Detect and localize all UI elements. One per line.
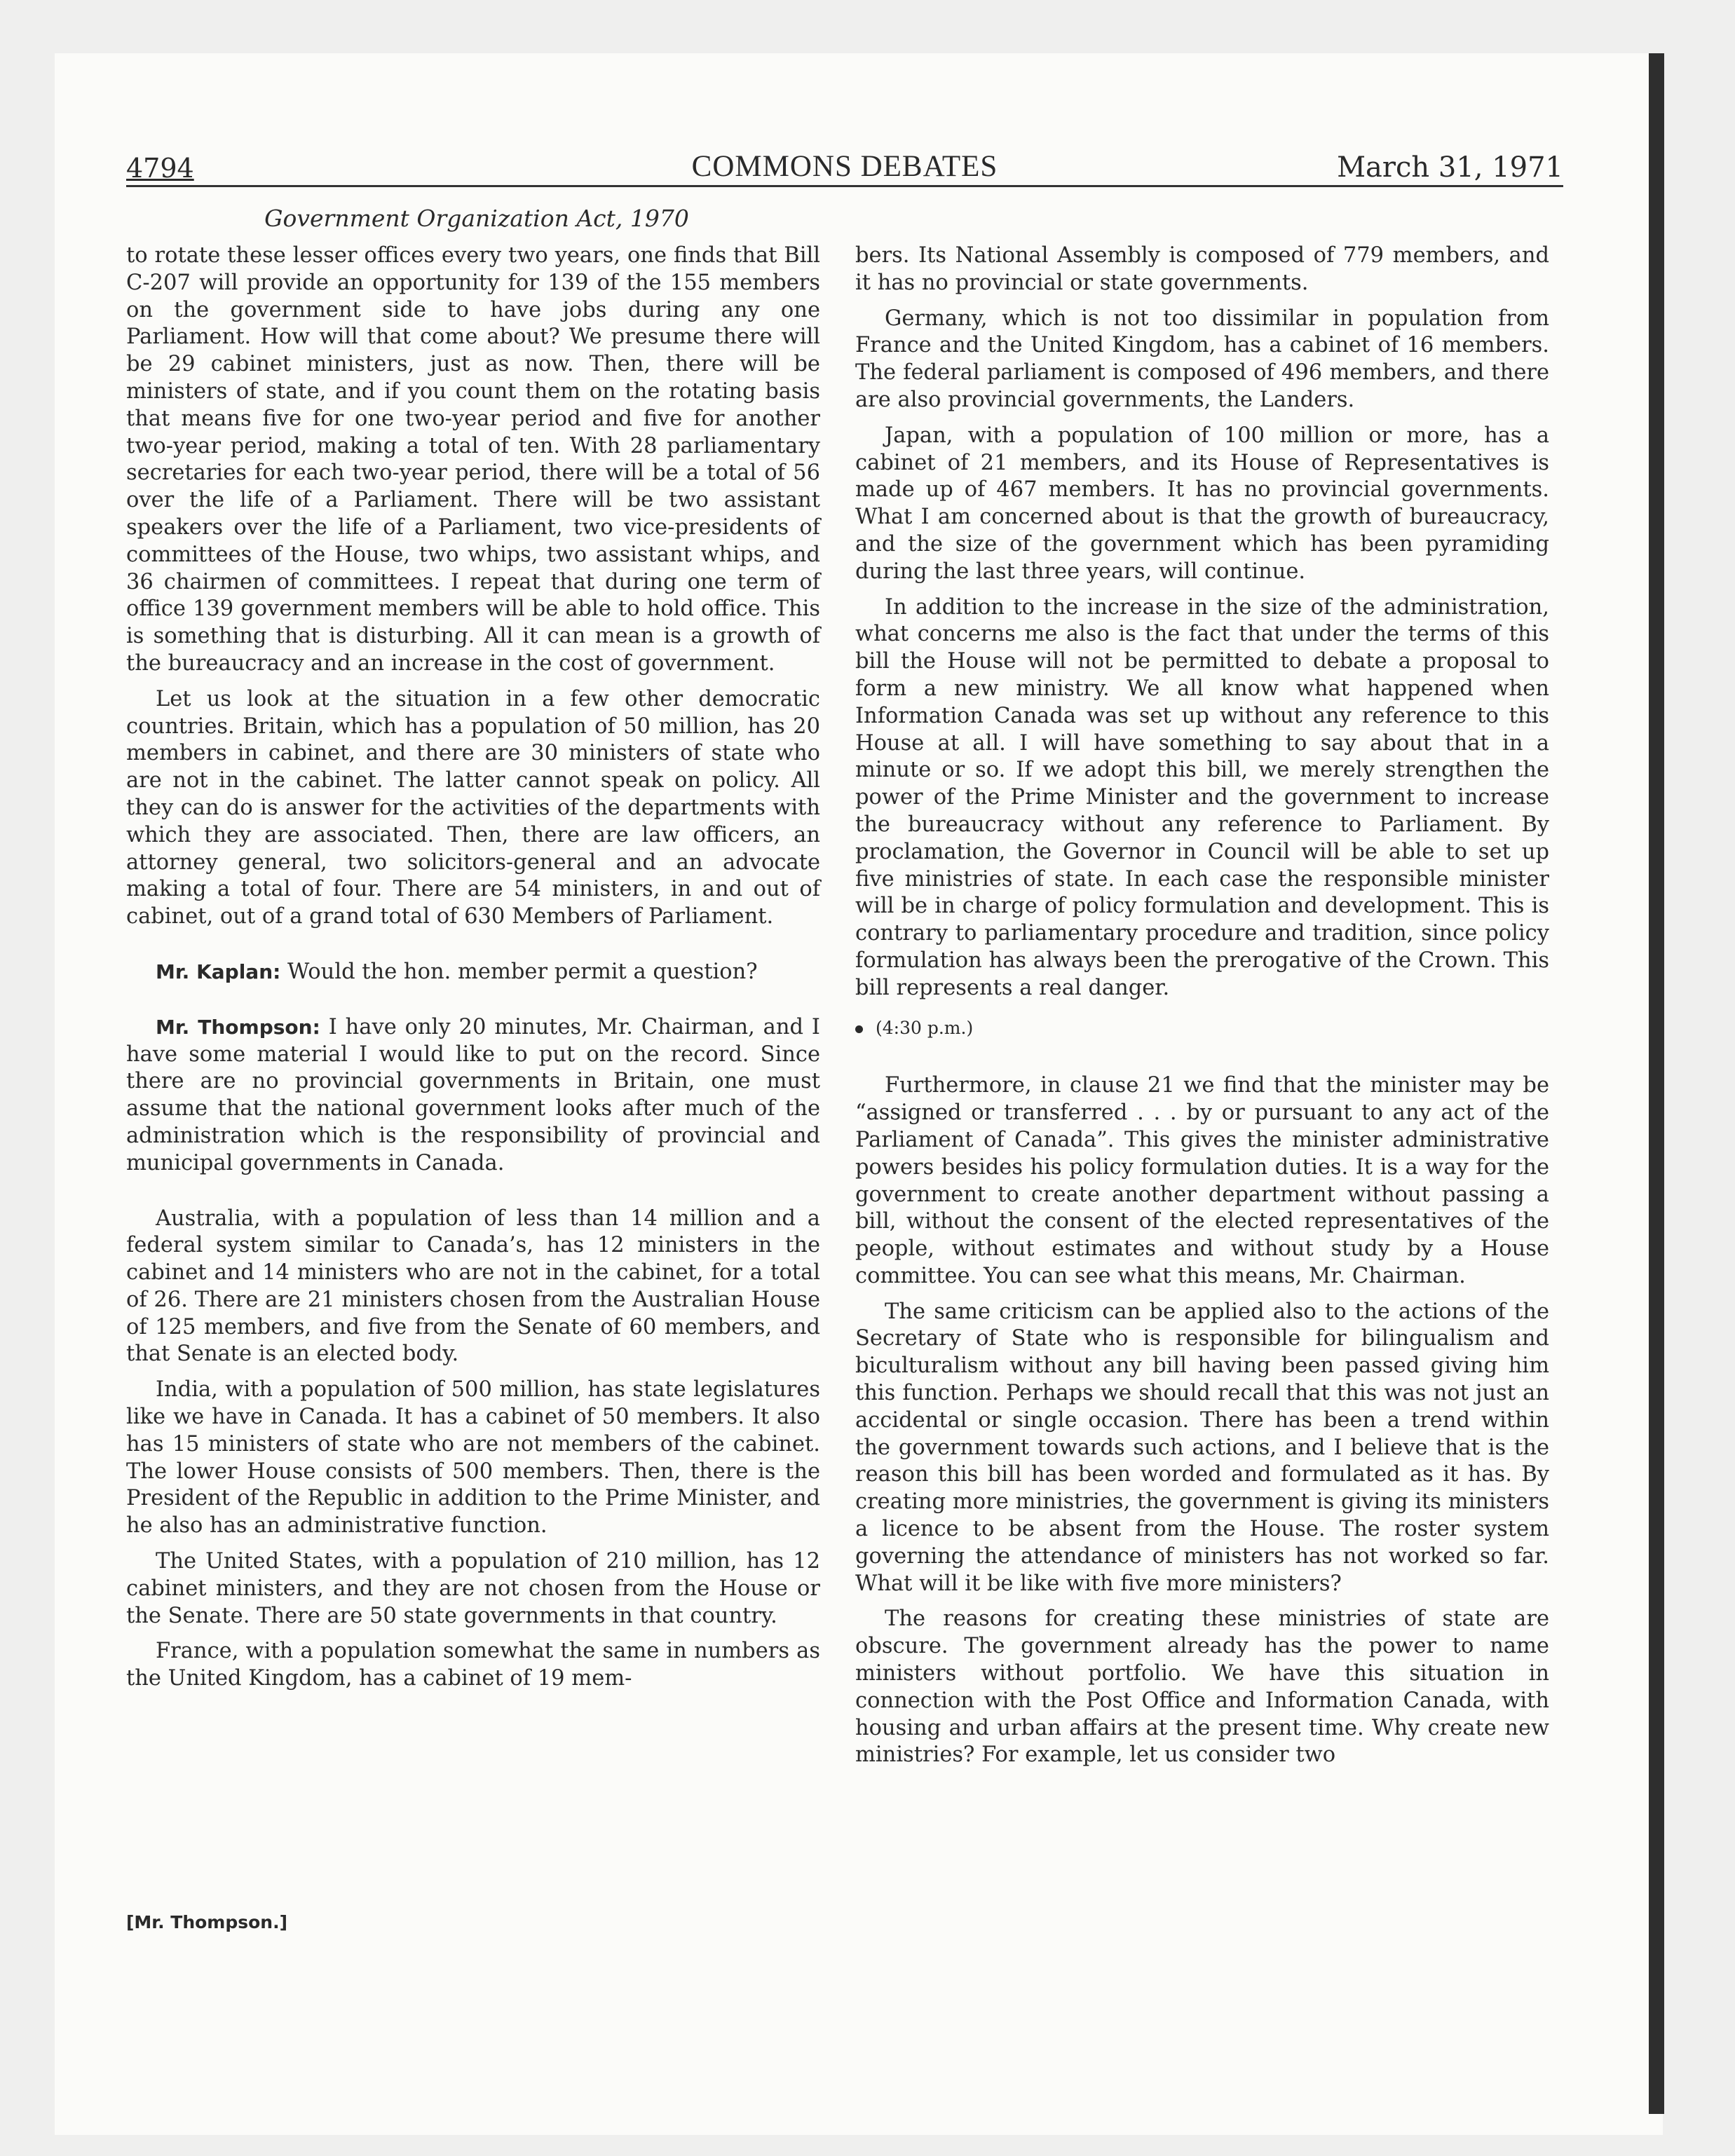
publication-title: COMMONS DEBATES — [691, 150, 998, 183]
paragraph: bers. Its National Assembly is composed of 779 members, and it has no provincial or state governments. — [855, 243, 1549, 295]
paragraph: France, with a population somewhat the same in numbers as the United Kingdom, has a cabinet of 19 mem- — [126, 1639, 820, 1691]
speech-thompson — [126, 1014, 820, 1178]
paragraph: In addition to the increase in the size of the administration, what concerns me also is the fact that under the terms of this bill the House will not be permitted to debate a proposal to form a new ministry. We all know what happened when Information Canada was set up without any reference to this House at all. I will have something to say about that in a minute or so. If we adopt this bill, we merely strengthen the power of the Prime Minister and the government to increase the bureaucracy without any reference to Parliament. By proclamation, the Governor in Council will be able to set up five ministries of state. In each case the responsible minister will be in charge of policy formulation and development. This is contrary to parliamentary procedure and tradition, since policy formulation has always been the prerogative of the Crown. This bill represents a real danger. — [855, 594, 1549, 1000]
paragraph: India, with a population of 500 million, has state legislatures like we have in Canada. It has a cabinet of 50 members. It also has 15 ministers of state who are not members of the cabinet. The lower House consists of 500 members. Then, there is the President of the Republic in addition to the Prime Minister, and he also has an administrative function. — [126, 1377, 820, 1538]
page-header — [126, 143, 1563, 187]
timestamp-text: (4:30 p.m.) — [876, 1017, 974, 1038]
section-title: Government Organization Act, 1970 — [264, 205, 689, 232]
speech-text: Would the hon. member permit a question? — [287, 959, 758, 984]
page-number: 4794 — [126, 153, 194, 184]
paragraph: to rotate these lesser offices every two years, one finds that Bill C-207 will provide an opportunity for 139 of the 155 members on the government side to have jobs during any one Parliament. How will that come about? We presume there will be 29 cabinet ministers, just as now. Then, there will be ministers of state, and if you count them on the rotating basis that means five for one two-year period and five for another two-year period, making a total of ten. With 28 parliamentary secretaries for each two-year period, there will be a total of 56 over the life of a Parliament. There will be two assistant speakers over the life of a Parliament, two vice-presidents of committees of the House, two whips, two assistant whips, and 36 chairmen of committees. I repeat that during one term of office 139 government members will be able to hold office. This is something that is disturbing. All it can mean is a growth of the bureaucracy and an increase in the cost of government. — [126, 243, 820, 676]
scan-edge-bar — [1649, 53, 1664, 2114]
paragraph: Furthermore, in clause 21 we find that the minister may be “assigned or transferred . . . by or pursuant to any act of the Parliament of Canada”. This gives the minister administrative powers besides his policy formulation duties. It is a way for the government to create another department without passing a bill, without the consent of the elected representatives of the people, without estimates and without study by a House committee. You can see what this means, Mr. Chairman. — [855, 1073, 1549, 1288]
paragraph: Japan, with a population of 100 million or more, has a cabinet of 21 members, and its House of Representatives is made up of 467 members. It has no provincial governments. What I am concerned about is that the growth of bureaucracy, and the size of the government which has been pyramiding during the last three years, will continue. — [855, 423, 1549, 584]
left-column — [126, 243, 820, 1701]
speaker-name: Mr. Thompson: — [156, 1015, 320, 1039]
paragraph: The reasons for creating these ministries of state are obscure. The government already has the power to name ministers without portfolio. We have this situation in connection with the Post Office and Information Canada, with housing and urban affairs at the present time. Why create new ministries? For example, let us consider two — [855, 1606, 1549, 1768]
paragraph: Let us look at the situation in a few other democratic countries. Britain, which has a population of 50 million, has 20 members in cabinet, and there are 30 ministers of state who are not in the cabinet. The latter cannot speak on policy. All they can do is answer for the activities of the departments with which they are associated. Then, there are law officers, an attorney general, two solicitors-general and an advocate making a total of four. There are 54 ministers, in and out of cabinet, out of a grand total of 630 Members of Parliament. — [126, 686, 820, 929]
right-column — [855, 243, 1549, 1778]
paragraph: Australia, with a population of less than 14 million and a federal system similar to Canada’s, has 12 ministers in the cabinet and 14 ministers who are not in the cabinet, for a total of 26. There are 21 ministers chosen from the Australian House of 125 members, and five from the Senate of 60 members, and that Senate is an elected body. — [126, 1206, 820, 1367]
bullet-icon — [855, 1025, 863, 1033]
speaker-footnote: [Mr. Thompson.] — [126, 1912, 288, 1932]
speech-kaplan — [126, 959, 820, 986]
timestamp — [855, 1015, 1549, 1042]
speech-text: I have only 20 minutes, Mr. Chairman, and I have some material I would like to put on the record. Since there are no provincial governments in Britain, one must assume that the national government looks after much of the administration which is the responsibility of provincial and municipal governments in Canada. — [126, 1014, 820, 1175]
issue-date: March 31, 1971 — [1337, 151, 1563, 184]
paragraph: The United States, with a population of 210 million, has 12 cabinet ministers, and they are not chosen from the House or the Senate. There are 50 state governments in that country. — [126, 1549, 820, 1628]
paragraph: The same criticism can be applied also to the actions of the Secretary of State who is responsible for bilingualism and biculturalism without any bill having been passed giving him this function. Perhaps we should recall that this was not just an accidental or single occasion. There has been a trend within the government towards such actions, and I believe that is the reason this bill has been worded and formulated as it has. By creating more ministries, the government is giving its ministers a licence to be absent from the House. The roster system governing the attendance of ministers has not worked so far. What will it be like with five more ministers? — [855, 1299, 1549, 1596]
paragraph: Germany, which is not too dissimilar in population from France and the United Kingdom, has a cabinet of 16 members. The federal parliament is composed of 496 members, and there are also provincial governments, the Landers. — [855, 306, 1549, 412]
speaker-name: Mr. Kaplan: — [156, 960, 281, 983]
